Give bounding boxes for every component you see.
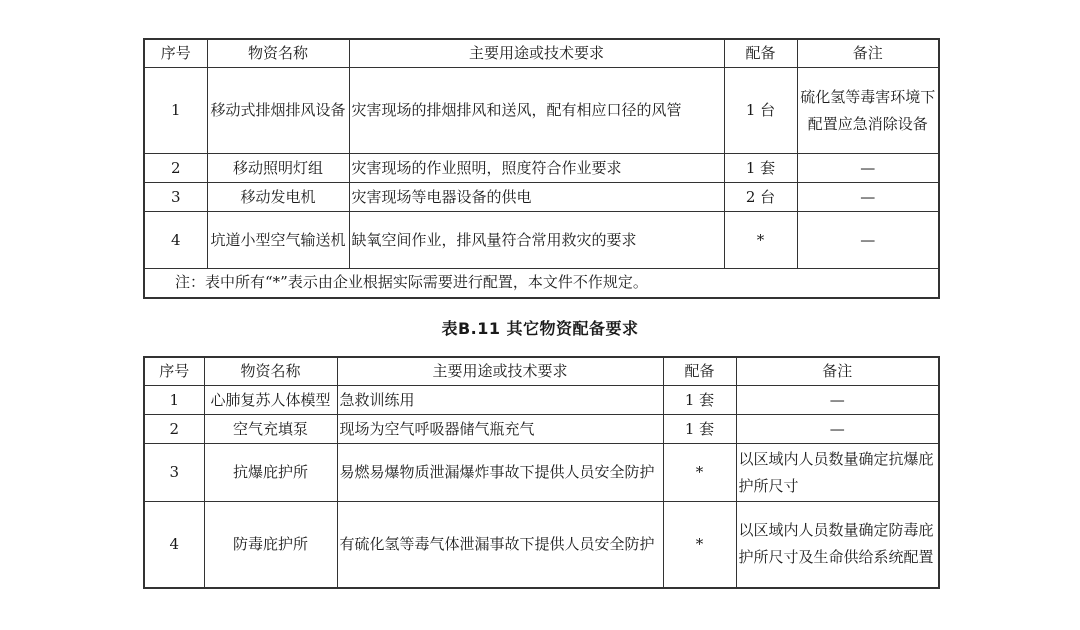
table-row [144,386,939,415]
table-row [144,68,939,154]
cell-qty: 1 台 [724,68,797,154]
cell-name: 移动照明灯组 [207,154,349,183]
cell-seq: 3 [144,183,207,212]
cell-note: — [736,386,939,415]
table-footnote: 注：表中所有“*”表示由企业根据实际需要进行配置，本文件不作规定。 [144,269,939,298]
table-row [144,183,939,212]
cell-name: 坑道小型空气输送机 [207,212,349,269]
cell-name: 移动式排烟排风设备 [207,68,349,154]
header-use: 主要用途或技术要求 [337,357,663,386]
cell-use: 灾害现场的排烟排风和送风，配有相应口径的风管 [349,68,724,154]
footnote-row [144,269,939,298]
cell-note: — [736,415,939,444]
cell-use: 有硫化氢等毒气体泄漏事故下提供人员安全防护 [337,502,663,588]
cell-name: 防毒庇护所 [204,502,337,588]
table-row [144,502,939,588]
table-row [144,415,939,444]
cell-name: 移动发电机 [207,183,349,212]
cell-note: 以区域内人员数量确定防毒庇护所尺寸及生命供给系统配置 [736,502,939,588]
cell-seq: 2 [144,415,204,444]
cell-qty: 1 套 [663,415,736,444]
cell-note: 硫化氢等毒害环境下配置应急消除设备 [797,68,939,154]
cell-seq: 3 [144,444,204,502]
cell-qty: * [663,444,736,502]
header-note: 备注 [797,39,939,68]
cell-qty: * [663,502,736,588]
materials-table-2 [143,356,940,589]
cell-seq: 2 [144,154,207,183]
cell-note: — [797,183,939,212]
cell-seq: 4 [144,212,207,269]
header-seq: 序号 [144,39,207,68]
header-name: 物资名称 [207,39,349,68]
cell-qty: 2 台 [724,183,797,212]
table-row [144,154,939,183]
cell-note: — [797,154,939,183]
cell-name: 空气充填泵 [204,415,337,444]
cell-use: 缺氧空间作业，排风量符合常用救灾的要求 [349,212,724,269]
table-header-row [144,39,939,68]
table-row [144,212,939,269]
cell-use: 灾害现场等电器设备的供电 [349,183,724,212]
cell-note: — [797,212,939,269]
header-seq: 序号 [144,357,204,386]
cell-use: 灾害现场的作业照明，照度符合作业要求 [349,154,724,183]
cell-name: 心肺复苏人体模型 [204,386,337,415]
cell-use: 易燃易爆物质泄漏爆炸事故下提供人员安全防护 [337,444,663,502]
header-use: 主要用途或技术要求 [349,39,724,68]
materials-table-1 [143,38,940,299]
cell-use: 急救训练用 [337,386,663,415]
cell-use: 现场为空气呼吸器储气瓶充气 [337,415,663,444]
header-note: 备注 [736,357,939,386]
cell-name: 抗爆庇护所 [204,444,337,502]
table-row [144,444,939,502]
cell-note: 以区域内人员数量确定抗爆庇护所尺寸 [736,444,939,502]
header-name: 物资名称 [204,357,337,386]
cell-qty: 1 套 [663,386,736,415]
cell-seq: 4 [144,502,204,588]
table-caption: 表B.11 其它物资配备要求 [441,319,639,338]
table-header-row [144,357,939,386]
cell-qty: * [724,212,797,269]
cell-seq: 1 [144,68,207,154]
cell-seq: 1 [144,386,204,415]
cell-qty: 1 套 [724,154,797,183]
header-qty: 配备 [663,357,736,386]
header-qty: 配备 [724,39,797,68]
